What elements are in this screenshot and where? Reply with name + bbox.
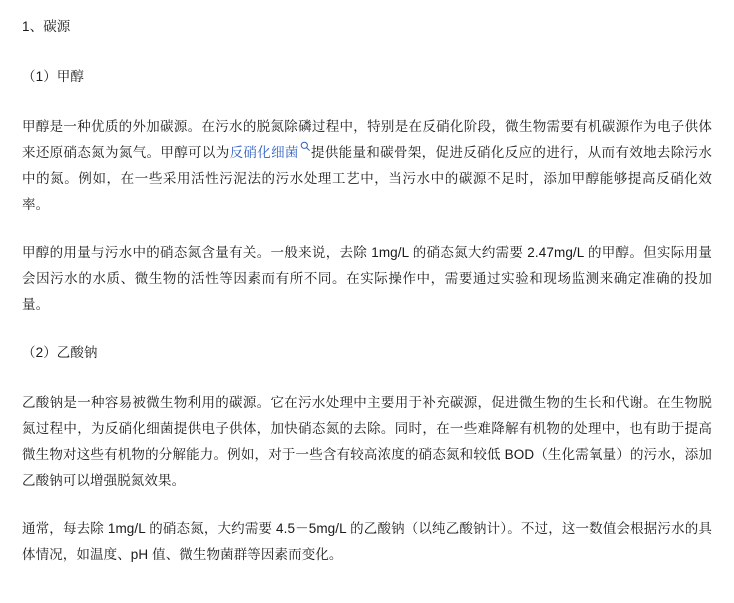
paragraph-text-part: 通常，每去除 1mg/L 的硝态氮，大约需要 4.5－5mg/L 的乙酸钠（以纯乙酸钠计）。不过，这一数值会根据污水的具体情况，如温度、pH 值、微生物菌群等因素而变化。 bbox=[22, 521, 712, 562]
section-title-methanol: （1）甲醇 bbox=[22, 69, 85, 84]
search-icon[interactable] bbox=[300, 141, 311, 152]
paragraph-methanol-dosage bbox=[22, 240, 712, 318]
paragraph-methanol-intro bbox=[22, 114, 712, 218]
paragraph-text-part: 提供能量和碳骨架，促进反硝化反应的进行，从而有效地去除污水中的氮。例如，在一些采用活性污泥法的污水处理工艺中，当污水中的碳源不足时，添加甲醇能够提高反硝化效率。 bbox=[22, 145, 713, 212]
section-title-sodium-acetate: （2）乙酸钠 bbox=[22, 345, 98, 360]
link-denitrifying-bacteria[interactable]: 反硝化细菌 bbox=[229, 145, 299, 160]
paragraph-text-part: 甲醇的用量与污水中的硝态氮含量有关。一般来说，去除 1mg/L 的硝态氮大约需要 2.47mg/L 的甲醇。但实际用量会因污水的水质、微生物的活性等因素而有所不同。在实际操作中，需要通过实验和现场监测来确定准确的投加量。 bbox=[22, 245, 712, 312]
paragraph-sodium-acetate-intro bbox=[22, 390, 712, 494]
paragraph-text-part: 甲醇是一种优质的外加碳源。在污水的脱氮除磷过程中，特别是在反硝化阶段，微生物需要有机碳源作为电子供体来还原硝态氮为氮气。甲醇可以为 bbox=[22, 119, 712, 160]
paragraph-text-part: 乙酸钠是一种容易被微生物利用的碳源。它在污水处理中主要用于补充碳源，促进微生物的生长和代谢。在生物脱氮过程中，为反硝化细菌提供电子供体，加快硝态氮的去除。同时，在一些难降解有机物的处理中，也有助于提高微生物对这些有机物的分解能力。例如，对于一些含有较高浓度的硝态氮和较低 BOD（生化需氧量）的污水，添加乙酸钠可以增强脱氮效果。 bbox=[22, 395, 712, 488]
document-heading: 1、碳源 bbox=[22, 19, 71, 34]
paragraph-sodium-acetate-dosage bbox=[22, 516, 712, 568]
